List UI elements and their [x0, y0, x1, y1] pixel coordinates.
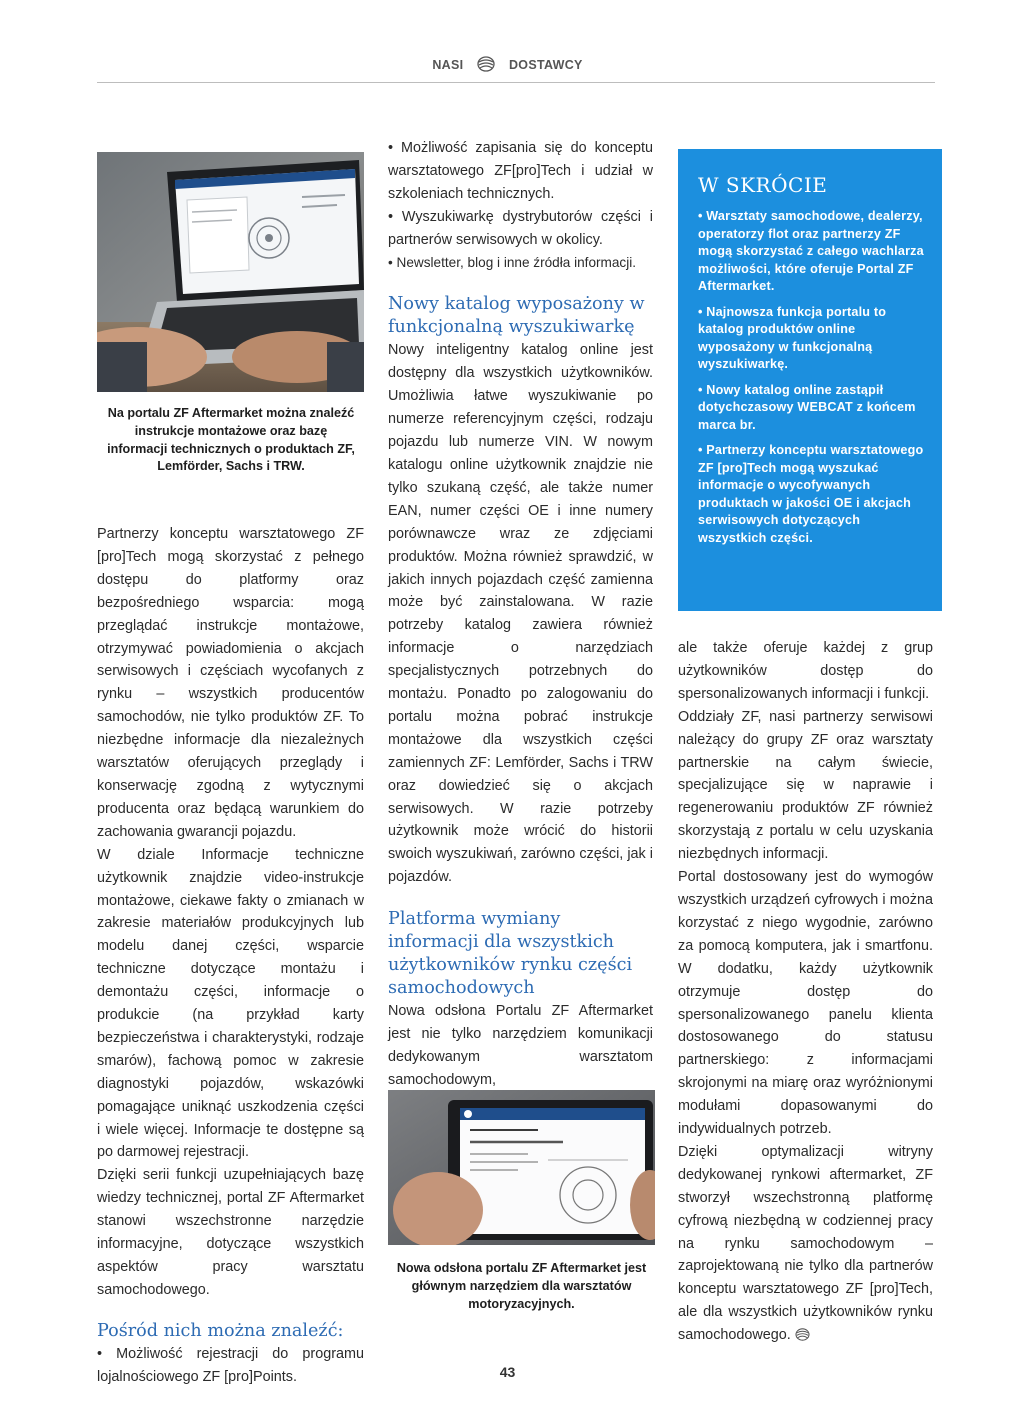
paragraph: Dzięki serii funkcji uzupełniających bazę wiedzy technicznej, portal ZF Aftermarket stanowi wszechstronne narzędzie informacyjne, dotyczące wszystkich aspektów pracy warsztatu samochodowego. — [97, 1167, 364, 1298]
page-header — [0, 56, 1015, 75]
laptop-photo-caption: Na portalu ZF Aftermarket można znaleźć instrukcje montażowe oraz bazę informacji technicznych o produktach ZF, Lemförder, Sachs i TRW. — [107, 406, 355, 474]
paragraph — [678, 1141, 933, 1349]
summary-item: • Najnowsza funkcja portalu to katalog produktów online wyposażony w funkcjonalną wyszukiwarkę. — [698, 304, 887, 371]
laptop-photo — [97, 152, 364, 392]
paragraph: Partnerzy konceptu warsztatowego ZF [pro]Tech mogą skorzystać z pełnego dostępu do platformy oraz bezpośredniego wsparcia: mogą przeglądać instrukcje montażowe, otrzymywać powiadomienia o akcjach serwisowych i częściach wycofanych z rynku – wszystkich producentów samochodów, nie tylko produktów ZF. To niezbędne informacje dla niezależnych warsztatów oferujących przeglądy i konserwację zgodną z wytycznymi producenta oraz będącą warunkiem do zachowania gwarancji pojazdu. — [97, 526, 364, 840]
tablet-photo — [388, 1090, 655, 1245]
section-heading: Pośród nich można znaleźć: — [97, 1320, 344, 1341]
bullet-item: • Newsletter, blog i inne źródła informacji. — [388, 254, 637, 270]
bullet-item: • Wyszukiwarkę dystrybutorów części i partnerów serwisowych w okolicy. — [388, 208, 653, 248]
header-section-right: DOSTAWCY — [508, 58, 583, 72]
zf-end-logo-icon — [795, 1326, 810, 1349]
paragraph: Nowa odsłona Portalu ZF Aftermarket jest nie tylko narzędziem komunikacji dedykowanym warsztatom samochodowym, — [388, 1003, 653, 1088]
paragraph: • Możliwość rejestracji do programu lojalnościowego ZF [pro]Points. — [97, 1345, 364, 1385]
page-number: 43 — [499, 1364, 516, 1380]
tablet-photo-caption: Nowa odsłona portalu ZF Aftermarket jest głównym narzędziem dla warsztatów motoryzacyjnych. — [396, 1261, 647, 1311]
summary-box-title: W SKRÓCIE — [698, 173, 828, 197]
paragraph: W dziale Informacje techniczne użytkownik znajdzie video-instrukcje montażowe, ciekawe fakty o zmianach w zakresie materiałów produkcyjnych lub modelu danej części, wsparcie techniczne dotyczące montażu i demontażu części, informacje o produkcie (na przykład karty bezpieczeństwa i charakterystyki, rodzaje smarów), fachową pomoc w zakresie diagnostyki pojazdów, wskazówki pomagające uniknąć uszkodzenia części i wiele więcej. Informacje te dostępne są po darmowej rejestracji. — [97, 846, 364, 1161]
column-right — [678, 637, 933, 1349]
summary-item: • Nowy katalog online zastąpił dotychczasowy WEBCAT z końcem marca br. — [698, 382, 916, 432]
summary-box-list — [698, 208, 928, 555]
summary-item: • Warsztaty samochodowe, dealerzy, operatorzy flot oraz partnerzy ZF mogą skorzystać z całego wachlarza możliwości, które oferuje Portal ZF Aftermarket. — [698, 209, 924, 293]
column-left — [97, 523, 364, 1389]
zf-logo-icon — [477, 56, 495, 75]
header-section-left: NASI — [432, 58, 464, 72]
bullet-item: • Możliwość zapisania się do konceptu warsztatowego ZF[pro]Tech i udział w szkoleniach technicznych. — [388, 140, 653, 202]
section-heading: Platforma wymiany informacji dla wszystkich użytkowników rynku części samochodowych — [388, 909, 633, 999]
summary-item: • Partnerzy konceptu warsztatowego ZF [pro]Tech mogą wyszukać informacje o wycofywanych produktach w jakości OE i akcjach serwisowych dotyczących wszystkich części. — [698, 443, 924, 545]
paragraph: ale także oferuje każdej z grup użytkowników dostęp do spersonalizowanych informacji i funkcji. — [678, 640, 933, 702]
paragraph: Oddziały ZF, nasi partnerzy serwisowi należący do grupy ZF oraz warsztaty partnerskie na całym świecie, specjalizujące się w naprawie i regenerowaniu produktów ZF również skorzystają z portalu w celu uzyskania niezbędnych informacji. — [678, 708, 933, 863]
paragraph: Nowy inteligentny katalog online jest dostępny dla wszystkich użytkowników. Umożliwia łatwe wyszukiwanie po numerze referencyjnym części, rodzaju pojazdu lub numerze VIN. W nowym katalogu online użytkownik znajdzie nie tylko szukaną część, ale także numer EAN, numer części OE i inne numery porównawcze wraz ze zdjęciami produktów. Można również sprawdzić, w jakich innych pojazdach część zamienna może być zainstalowana. W razie potrzeby katalog zawiera również informacje o narzędziach specjalistycznych potrzebnych do montażu. Ponadto po zalogowaniu do portalu można pobrać instrukcje montażowe dla wszystkich części zamiennych ZF: Lemförder, Sachs i TRW oraz dowiedzieć się o akcjach serwisowych. W razie potrzeby użytkownik może wrócić do historii swoich wyszukiwań, zarówno części, jak i pojazdów. — [388, 342, 653, 886]
paragraph-text: Dzięki optymalizacji witryny dedykowanej rynkowi aftermarket, ZF stworzył wszechstronną platformę cyfrową niezbędną w codziennej pracy na rynku samochodowym – zaprojektowaną nie tylko dla partnerów konceptu warsztatowego ZF [pro]Tech, ale dla wszystkich użytkowników rynku samochodowego. — [678, 1143, 933, 1344]
column-middle — [388, 137, 653, 1092]
paragraph: Portal dostosowany jest do wymogów wszystkich urządzeń cyfrowych i można korzystać z niego wygodnie, zarówno za pomocą komputera, jak i smartfonu. W dodatku, każdy użytkownik otrzymuje dostęp do spersonalizowanego panelu klienta dostosowanego do statusu partnerskiego: z informacjami skrojonymi na miarę oraz wyróżnionymi modułami dopasowanymi do indywidualnych potrzeb. — [678, 869, 933, 1138]
summary-box — [678, 149, 942, 611]
section-heading: Nowy katalog wyposażony w funkcjonalną wyszukiwarkę — [388, 294, 645, 338]
header-divider — [97, 82, 935, 83]
